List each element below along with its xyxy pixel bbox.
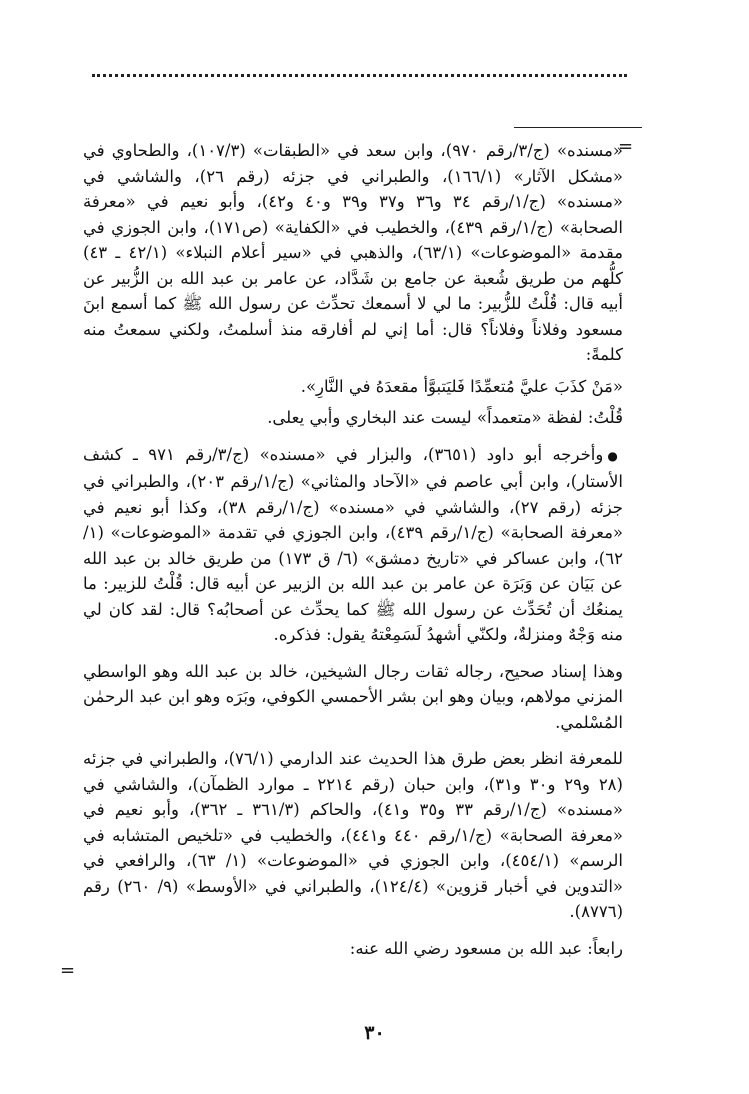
paragraph-5: للمعرفة انظر بعض طرق هذا الحديث عند الدارمي (٧٦/١)، والطبراني في جزئه (٢٨ و٢٩ و٣٠ و٣١)، وابن حبان (رقم ٢٢١٤ ـ موارد الظمآن)، والشاشي في «مسنده» (ج/١/رقم ٣٣ و٣٥ و٤١)، والحاكم (٣٦١/٣ ـ ٣٦٢)، وأبو نعيم في «معرفة الصحابة» (ج/١/رقم ٤٤٠ و٤٤١)، والخطيب في «تلخيص المتشابه في الرسم» (٤٥٤/١)، وابن الجوزي في «الموضوعات» (١/ ٦٣)، والرافعي في «التدوين في أخبار قزوين» (١٢٤/٤)، والطبراني في «الأوسط» (٩/ ٢٦٠) رقم (٨٧٧٦). [83,749,624,921]
main-text [83,138,623,972]
bullet-icon: ● [607,448,623,463]
continuation-mark-bottom: = [60,960,76,981]
footnote-rule [514,127,642,128]
hadith-quote: «مَنْ كذَبَ عليَّ مُتعمِّدًا فَليَتبوَّأ مقعدَهُ في النَّارِ». [300,376,623,396]
paragraph-note: قُلْتُ: لفظة «متعمداً» ليست عند البخاري وأبي يعلى. [267,408,623,427]
page-number: ٣٠ [364,1022,385,1044]
dotted-separator [92,74,627,77]
paragraph-4: وهذا إسناد صحيح، رجاله ثقات رجال الشيخين، خالد بن عبد الله وهو الواسطي المزني مولاهم، وبيان وهو ابن بشر الأحمسي الكوفي، وبَرَه وهو ابن عبد الرحمٰن المُسْلمي. [83,661,623,732]
section-heading: رابعاً: عبد الله بن مسعود رضي الله عنه: [349,938,623,958]
paragraph-1: «مسنده» (ج/٣/رقم ٩٧٠)، وابن سعد في «الطبقات» (١٠٧/٣)، والطحاوي في «مشكل الآثار» (١٦٦/١)، والطبراني في جزئه (رقم ٢٦)، والشاشي في «مسنده» (ج/١/رقم ٣٤ و٣٦ و٣٧ و٣٩ و٤٠ و٤٢)، وأبو نعيم في «معرفة الصحابة» (ج/١/رقم ٤٣٩)، والخطيب في «الكفاية» (ص١٧١)، وابن الجوزي في مقدمة «الموضوعات» (٦٣/١)، والذهبي في «سير أعلام النبلاء» (٤٢/١ ـ ٤٣) كلُّهم من طريق شُعبة عن جامع بن شَدَّاد، عن عامر بن عبد الله بن الزُّبير عن أبيه قال: قُلْتُ للزُّبير: ما لي لا أسمعك تحدِّث عن رسول الله ﷺ كما أسمع ابنَ مسعود وفلاناً وفلاناً؟ قال: أما إني لم أفارقه منذ أسلمتُ، ولكني سمعتُ منه كلمةً: [83,141,624,364]
paragraph-3-text: وأخرجه أبو داود (٣٦٥١)، والبزار في «مسنده» (ج/٣/رقم ٩٧١ ـ كشف الأستار)، وابن أبي عاصم في «الآحاد والمثاني» (ج/١/رقم ٢٠٣)، والطبراني في جزئه (رقم ٢٧)، والشاشي في «مسنده» (ج/١/رقم ٣٨)، وكذا أبو نعيم في «معرفة الصحابة» (ج/١/رقم ٤٣٩)، وابن الجوزي في تقدمة «الموضوعات» (١/ ٦٢)، وابن عساكر في «تاريخ دمشق» (٦/ ق ١٧٣) من طريق خالد بن عبد الله عن بَيَان عن وَبَرَة عن عامر بن عبد الله بن الزبير عن أبيه قال: قُلْتُ للزبير: ما يمنعُك أن تُحَدِّث عن رسول الله ﷺ كما يحدِّث عن أصحابُه؟ قال: لقد كان لي منه وَجْهٌ ومنزلةٌ، ولكنّي أشهدُ لَسَمِعْتهُ يقول: فذكره. [83,444,624,644]
continuation-mark-top: = [618,136,634,157]
paragraph-3 [83,442,623,648]
